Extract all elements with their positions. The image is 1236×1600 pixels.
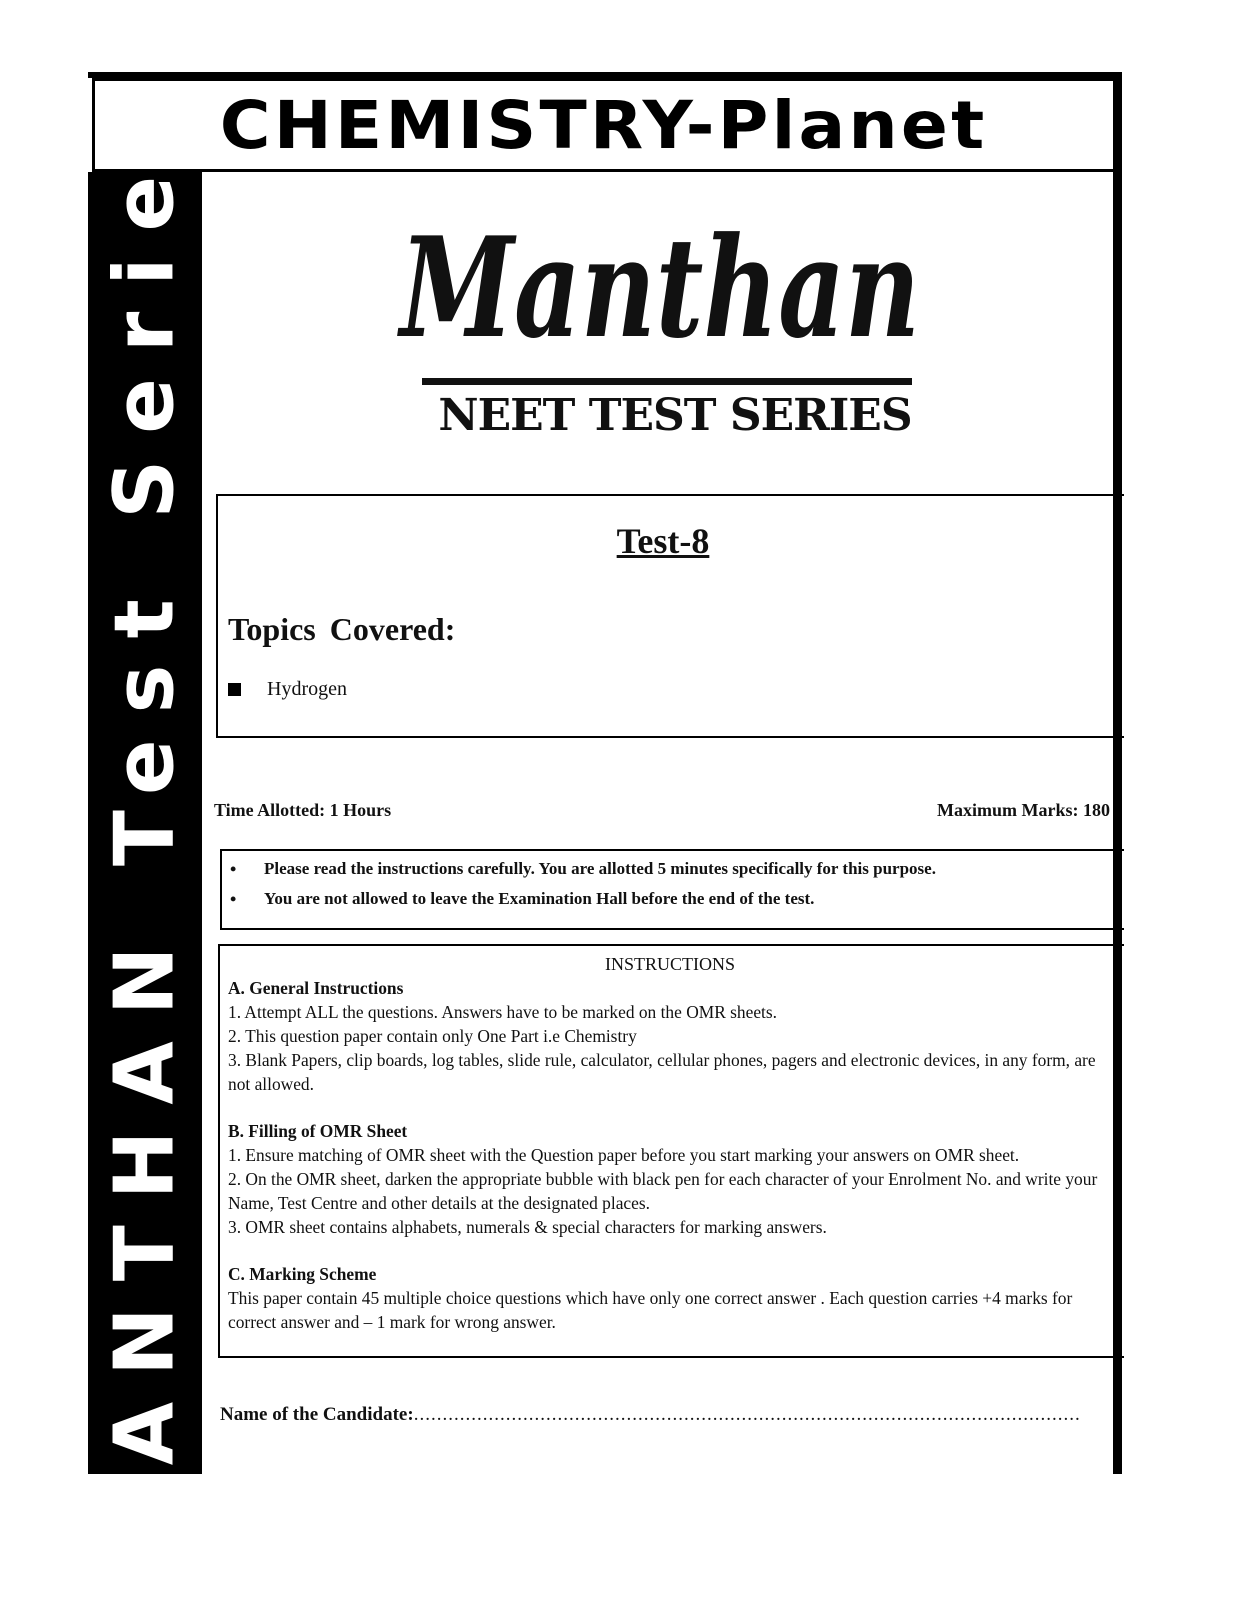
instruction-line: This paper contain 45 multiple choice questions which have only one correct answer . Each question carries +4 marks for correct answer and – 1 mark for wrong answer.	[228, 1288, 1073, 1332]
header-title: CHEMISTRY-Planet	[220, 86, 988, 164]
header-bar	[92, 78, 1116, 172]
maximum-marks: Maximum Marks: 180	[937, 800, 1110, 820]
exam-meta-row	[214, 800, 1110, 821]
manthan-script-wordmark	[390, 198, 930, 368]
bullet-icon: •	[230, 859, 237, 879]
notice-item	[230, 889, 1124, 910]
candidate-name-line	[220, 1404, 1120, 1426]
logo-underline	[422, 378, 912, 385]
test-info-box	[216, 494, 1124, 738]
instruction-line: 1. Attempt ALL the questions. Answers have to be marked on the OMR sheets.	[228, 1002, 778, 1022]
notice-item	[230, 859, 1124, 880]
topic-item	[228, 678, 347, 701]
topics-heading: Topics Covered:	[228, 611, 456, 647]
test-title: Test-8	[616, 521, 710, 561]
instruction-line: 2. This question paper contain only One Part i.e Chemistry	[228, 1026, 637, 1046]
section-heading: A. General Instructions	[228, 978, 404, 998]
topic-label: Hydrogen	[267, 678, 347, 700]
instructions-title: INSTRUCTIONS	[604, 954, 735, 974]
instructions-box	[218, 944, 1124, 1358]
instruction-line: 2. On the OMR sheet, darken the appropriate bubble with black pen for each character of your Enrolment No. and write your Name, Test Centre and other details at the designated places.	[228, 1169, 1098, 1213]
notice-text: Please read the instructions carefully. You are allotted 5 minutes specifically for this purpose.	[264, 859, 936, 878]
candidate-label: Name of the Candidate:	[220, 1404, 414, 1425]
square-bullet-icon	[228, 683, 241, 696]
logo-subtitle: NEET TEST SERIES	[438, 390, 912, 441]
section-heading: C. Marking Scheme	[228, 1264, 377, 1284]
instruction-line: 3. OMR sheet contains alphabets, numerals & special characters for marking answers.	[228, 1217, 827, 1237]
manthan-script-text: Manthan	[397, 206, 921, 369]
candidate-fill-dots: ....................................................................................................................	[413, 1404, 1081, 1425]
notice-box	[220, 849, 1124, 930]
notice-text: You are not allowed to leave the Examination Hall before the end of the test.	[264, 889, 815, 908]
side-banner-text: MANTHAN Test Series	[97, 75, 193, 1573]
time-allotted: Time Allotted: 1 Hours	[214, 800, 392, 820]
section-heading: B. Filling of OMR Sheet	[228, 1121, 408, 1141]
instruction-line: 3. Blank Papers, clip boards, log tables, slide rule, calculator, cellular phones, pagers and electronic devices, in any form, are not allowed.	[228, 1050, 1096, 1094]
bullet-icon: •	[230, 889, 237, 909]
instruction-line: 1. Ensure matching of OMR sheet with the Question paper before you start marking your answers on OMR sheet.	[228, 1145, 1020, 1165]
